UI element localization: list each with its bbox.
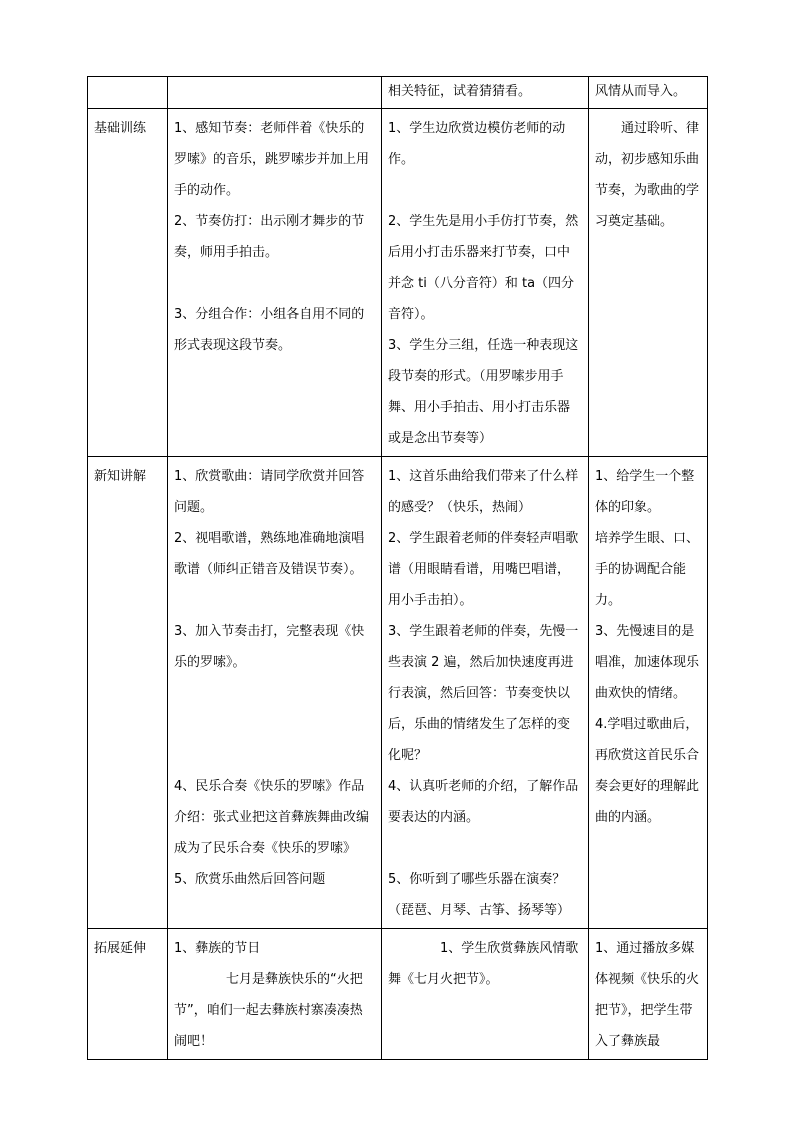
teacher-step: 1、欣赏歌曲：请同学欣赏并回答问题。 (174, 469, 365, 515)
teacher-step: 2、节奏仿打：出示刚才舞步的节奏，师用手拍击。 (174, 214, 365, 260)
teacher-step: 3、加入节奏击打，完整表现《快乐的罗嗦》。 (174, 624, 365, 670)
design-intent-cell (589, 457, 708, 929)
teacher-step: 3、分组合作：小组各自用不同的形式表现这段节奏。 (174, 307, 365, 353)
stage-cell (88, 929, 168, 1060)
student-step: 5、你听到了哪些乐器在演奏？（琵琶、月琴、古筝、扬琴等） (388, 872, 571, 918)
student-step: 3、学生分三组，任选一种表现这段节奏的形式。（用罗嗦步用手舞、用小手拍击、用小打击乐器或是念出节奏等） (388, 338, 579, 446)
teacher-activity-cell (168, 77, 382, 109)
teacher-step: 七月是彝族快乐的“火把节”，咱们一起去彝族村寨凑凑热闹吧！ (174, 972, 363, 1049)
table-row (88, 929, 708, 1060)
intent-text: 3、先慢速目的是唱准，加速体现乐曲欢快的情绪。 (595, 624, 700, 701)
student-activity-cell (382, 109, 589, 457)
student-step: 3、学生跟着老师的伴奏，先慢一些表演 2 遍，然后加快速度再进行表演，然后回答：节奏变快以后，乐曲的情绪发生了怎样的变化呢？ (388, 624, 579, 763)
intent-text: 培养学生眼、口、手的协调配合能力。 (595, 531, 700, 608)
stage-cell (88, 457, 168, 929)
teacher-activity-cell (168, 929, 382, 1060)
design-intent-cell (589, 77, 708, 109)
table-row (88, 109, 708, 457)
teacher-step: 5、欣赏乐曲然后回答问题 (174, 872, 326, 887)
stage-cell (88, 109, 168, 457)
teacher-step: 1、感知节奏：老师伴着《快乐的罗嗦》的音乐，跳罗嗦步并加上用手的动作。 (174, 121, 370, 198)
student-step: 1、学生欣赏彝族风情歌舞《七月火把节》。 (388, 941, 579, 987)
student-step: 2、学生先是用小手仿打节奏，然后用小打击乐器来打节奏，口中并念 ti（八分音符）和 ta（四分音符）。 (388, 214, 579, 322)
student-activity-cell (382, 457, 589, 929)
intent-text: 通过聆听、律动，初步感知乐曲节奏，为歌曲的学习奠定基础。 (595, 121, 700, 229)
intent-text: 4.学唱过歌曲后，再欣赏这首民乐合奏会更好的理解此曲的内涵。 (595, 717, 700, 825)
student-text: 相关特征，试着猜猜看。 (388, 84, 532, 99)
teacher-step: 2、视唱歌谱，熟练地准确地演唱歌谱（师纠正错音及错误节奏）。 (174, 531, 365, 577)
student-activity-cell (382, 929, 589, 1060)
stage-label: 新知讲解 (94, 469, 147, 484)
student-step: 2、学生跟着老师的伴奏轻声唱歌谱（用眼睛看谱，用嘴巴唱谱，用小手击拍）。 (388, 531, 579, 608)
design-intent-cell (589, 109, 708, 457)
stage-label: 基础训练 (94, 121, 147, 136)
teacher-activity-cell (168, 109, 382, 457)
intent-text: 1、通过播放多媒体视频《快乐的火把节》，把学生带入了彝族最 (595, 941, 700, 1049)
stage-label: 拓展延伸 (94, 941, 147, 956)
student-activity-cell (382, 77, 589, 109)
student-step: 1、这首乐曲给我们带来了什么样的感受？（快乐，热闹） (388, 469, 579, 515)
teacher-activity-cell (168, 457, 382, 929)
student-step: 1、学生边欣赏边模仿老师的动作。 (388, 121, 566, 167)
teacher-step: 1、彝族的节日 (174, 941, 261, 956)
design-intent-cell (589, 929, 708, 1060)
intent-text: 1、给学生一个整体的印象。 (595, 469, 695, 515)
student-step: 4、认真听老师的介绍，了解作品要表达的内涵。 (388, 779, 579, 825)
table-row (88, 77, 708, 109)
table-row (88, 457, 708, 929)
intent-text: 风情从而导入。 (595, 84, 687, 99)
teacher-step: 4、民乐合奏《快乐的罗嗦》作品介绍：张式业把这首彝族舞曲改编成为了民乐合奏《快乐的罗嗦》 (174, 779, 370, 856)
lesson-plan-table (87, 76, 708, 1060)
stage-cell (88, 77, 168, 109)
